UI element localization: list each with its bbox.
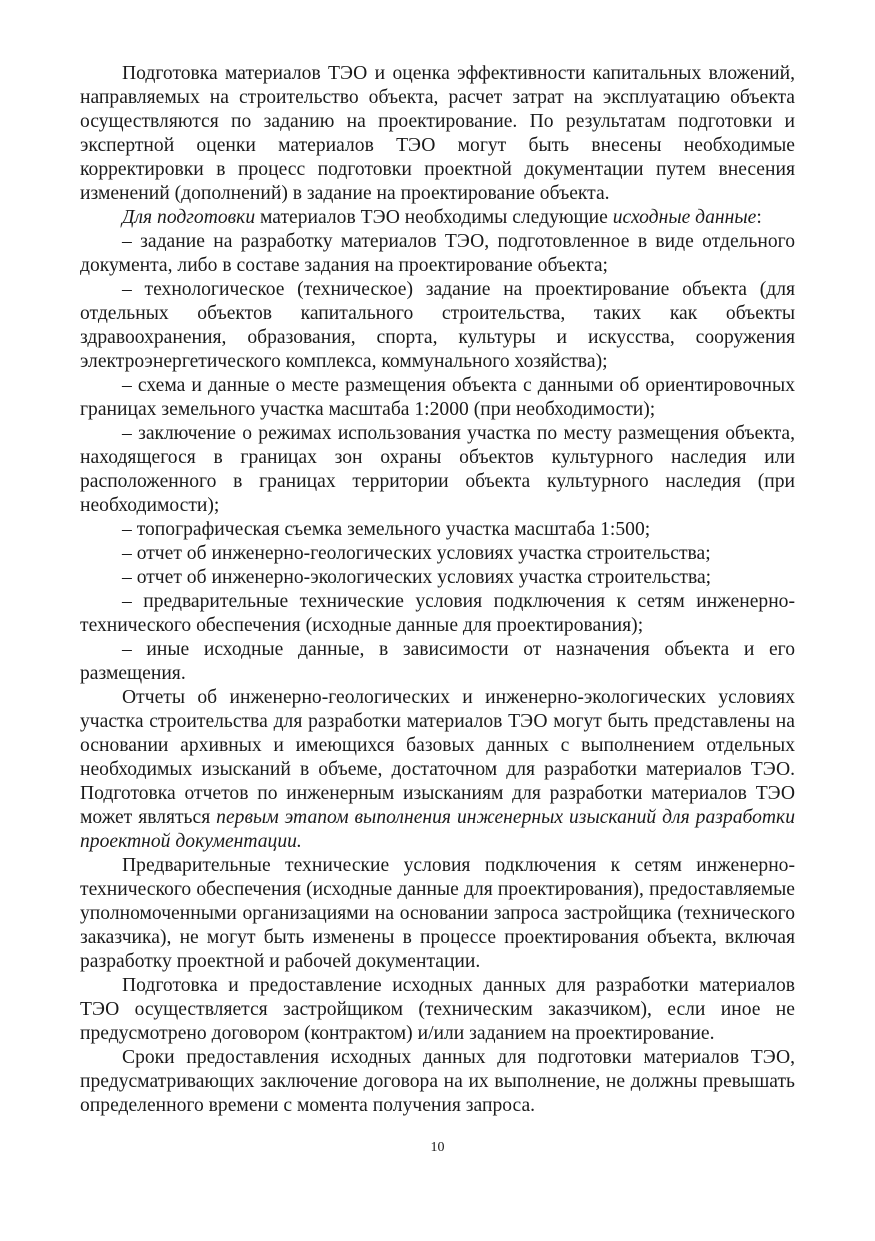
list-item: – отчет об инженерно-экологических условиях участка строительства;: [122, 567, 712, 588]
list-item: – технологическое (техническое) задание на проектирование объекта (для отдельных объектов капитального строительства, таких как объекты здравоохранения, образования, спорта, культуры и искусства, сооружения электроэнергетического комплекса, коммунального хозяйства);: [80, 279, 795, 372]
list-item: – предварительные технические условия подключения к сетям инженерно-технического обеспечения (исходные данные для проектирования);: [80, 591, 795, 636]
page-number: 10: [430, 1140, 445, 1155]
paragraph-initial-data-intro: [80, 206, 795, 230]
italic-phrase: исходные данные: [612, 207, 757, 228]
italic-phrase: Для подготовки: [122, 207, 256, 228]
list-item: – заключение о режимах использования участка по месту размещения объекта, находящегося в границах зон охраны объектов культурного наследия или расположенного в границах территории объекта культурного наследия (при необходимости);: [80, 423, 795, 516]
paragraph-deadlines: Сроки предоставления исходных данных для подготовки материалов ТЭО, предусматривающих заключение договора на их выполнение, не должны превышать определенного времени с момента получения запроса.: [80, 1047, 795, 1116]
list-item: – схема и данные о месте размещения объекта с данными об ориентировочных границах земельного участка масштаба 1:2000 (при необходимости);: [80, 375, 795, 420]
body-text: [80, 62, 795, 1118]
paragraph-data-provision: Подготовка и предоставление исходных данных для разработки материалов ТЭО осуществляется застройщиком (техническим заказчиком), если иное не предусмотрено договором (контрактом) и/или заданием на проектирование.: [80, 975, 795, 1044]
list-item: – топографическая съемка земельного участка масштаба 1:500;: [122, 519, 651, 540]
paragraph-technical-conditions: Предварительные технические условия подключения к сетям инженерно-технического обеспечения (исходные данные для проектирования), предоставляемые уполномоченными организациями на основании запроса застройщика (технического заказчика), не могут быть изменены в процессе проектирования объекта, включая разработку проектной и рабочей документации.: [80, 855, 795, 972]
list-item: – отчет об инженерно-геологических условиях участка строительства;: [122, 543, 711, 564]
paragraph-teo-preparation: Подготовка материалов ТЭО и оценка эффективности капитальных вложений, направляемых на строительство объекта, расчет затрат на эксплуатацию объекта осуществляются по заданию на проектирование. По результатам подготовки и экспертной оценки материалов ТЭО могут быть внесены необходимые корректировки в процесс подготовки проектной документации путем внесения изменений (дополнений) в задание на проектирование объекта.: [80, 63, 795, 204]
survey-text: Отчеты об инженерно-геологических и инженерно-экологических условиях участка строительства для разработки материалов ТЭО могут быть представлены на основании архивных и имеющихся базовых данных с выполнением отдельных необходимых изысканий в объеме, достаточном для разработки материалов ТЭО. Подготовка отчетов по инженерным изысканиям для разработки материалов ТЭО может являться: [80, 687, 795, 828]
intro-text: материалов ТЭО необходимы следующие: [255, 207, 613, 228]
list-item: – иные исходные данные, в зависимости от назначения объекта и его размещения.: [80, 639, 795, 684]
intro-colon: :: [756, 207, 762, 228]
italic-phrase: первым этапом выполнения инженерных изысканий для разработки проектной документации.: [80, 807, 795, 852]
paragraph-survey-reports: [80, 686, 795, 854]
list-item: – задание на разработку материалов ТЭО, подготовленное в виде отдельного документа, либо в составе задания на проектирование объекта;: [80, 231, 795, 276]
